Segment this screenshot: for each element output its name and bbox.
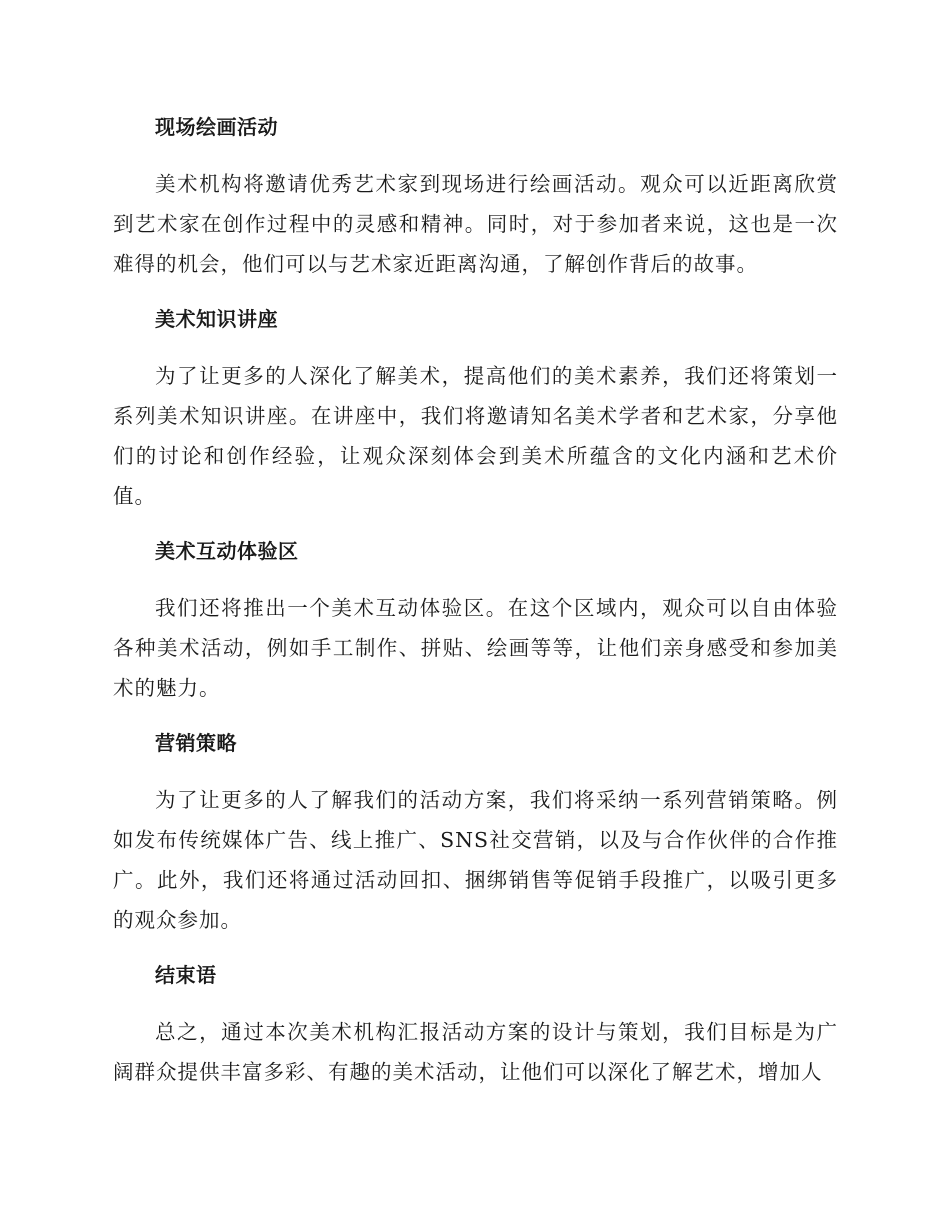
- section-paragraph-conclusion: 总之，通过本次美术机构汇报活动方案的设计与策划，我们目标是为广阔群众提供丰富多彩、有趣的美术活动，让他们可以深化了解艺术，增加人: [113, 1020, 838, 1084]
- section-heading-conclusion: 结束语: [155, 963, 217, 987]
- section-heading-interactive-zone: 美术互动体验区: [155, 539, 299, 563]
- document-body: [113, 108, 838, 1092]
- section-paragraph-interactive-zone: 我们还将推出一个美术互动体验区。在这个区域内，观众可以自由体验各种美术活动，例如手工制作、拼贴、绘画等等，让他们亲身感受和参加美术的魅力。: [113, 596, 838, 700]
- section-heading-live-painting: 现场绘画活动: [155, 115, 278, 139]
- section-paragraph-live-painting: 美术机构将邀请优秀艺术家到现场进行绘画活动。观众可以近距离欣赏到艺术家在创作过程中的灵感和精神。同时，对于参加者来说，这也是一次难得的机会，他们可以与艺术家近距离沟通，了解创作背后的故事。: [113, 172, 838, 276]
- section-heading-marketing: 营销策略: [155, 731, 237, 755]
- section-paragraph-art-lectures: 为了让更多的人深化了解美术，提高他们的美术素养，我们还将策划一系列美术知识讲座。在讲座中，我们将邀请知名美术学者和艺术家，分享他们的讨论和创作经验，让观众深刻体会到美术所蕴含的文化内涵和艺术价值。: [113, 364, 838, 508]
- section-heading-art-lectures: 美术知识讲座: [155, 307, 278, 331]
- section-paragraph-marketing: 为了让更多的人了解我们的活动方案，我们将采纳一系列营销策略。例如发布传统媒体广告、线上推广、SNS社交营销，以及与合作伙伴的合作推广。此外，我们还将通过活动回扣、捆绑销售等促销手段推广，以吸引更多的观众参加。: [113, 788, 838, 932]
